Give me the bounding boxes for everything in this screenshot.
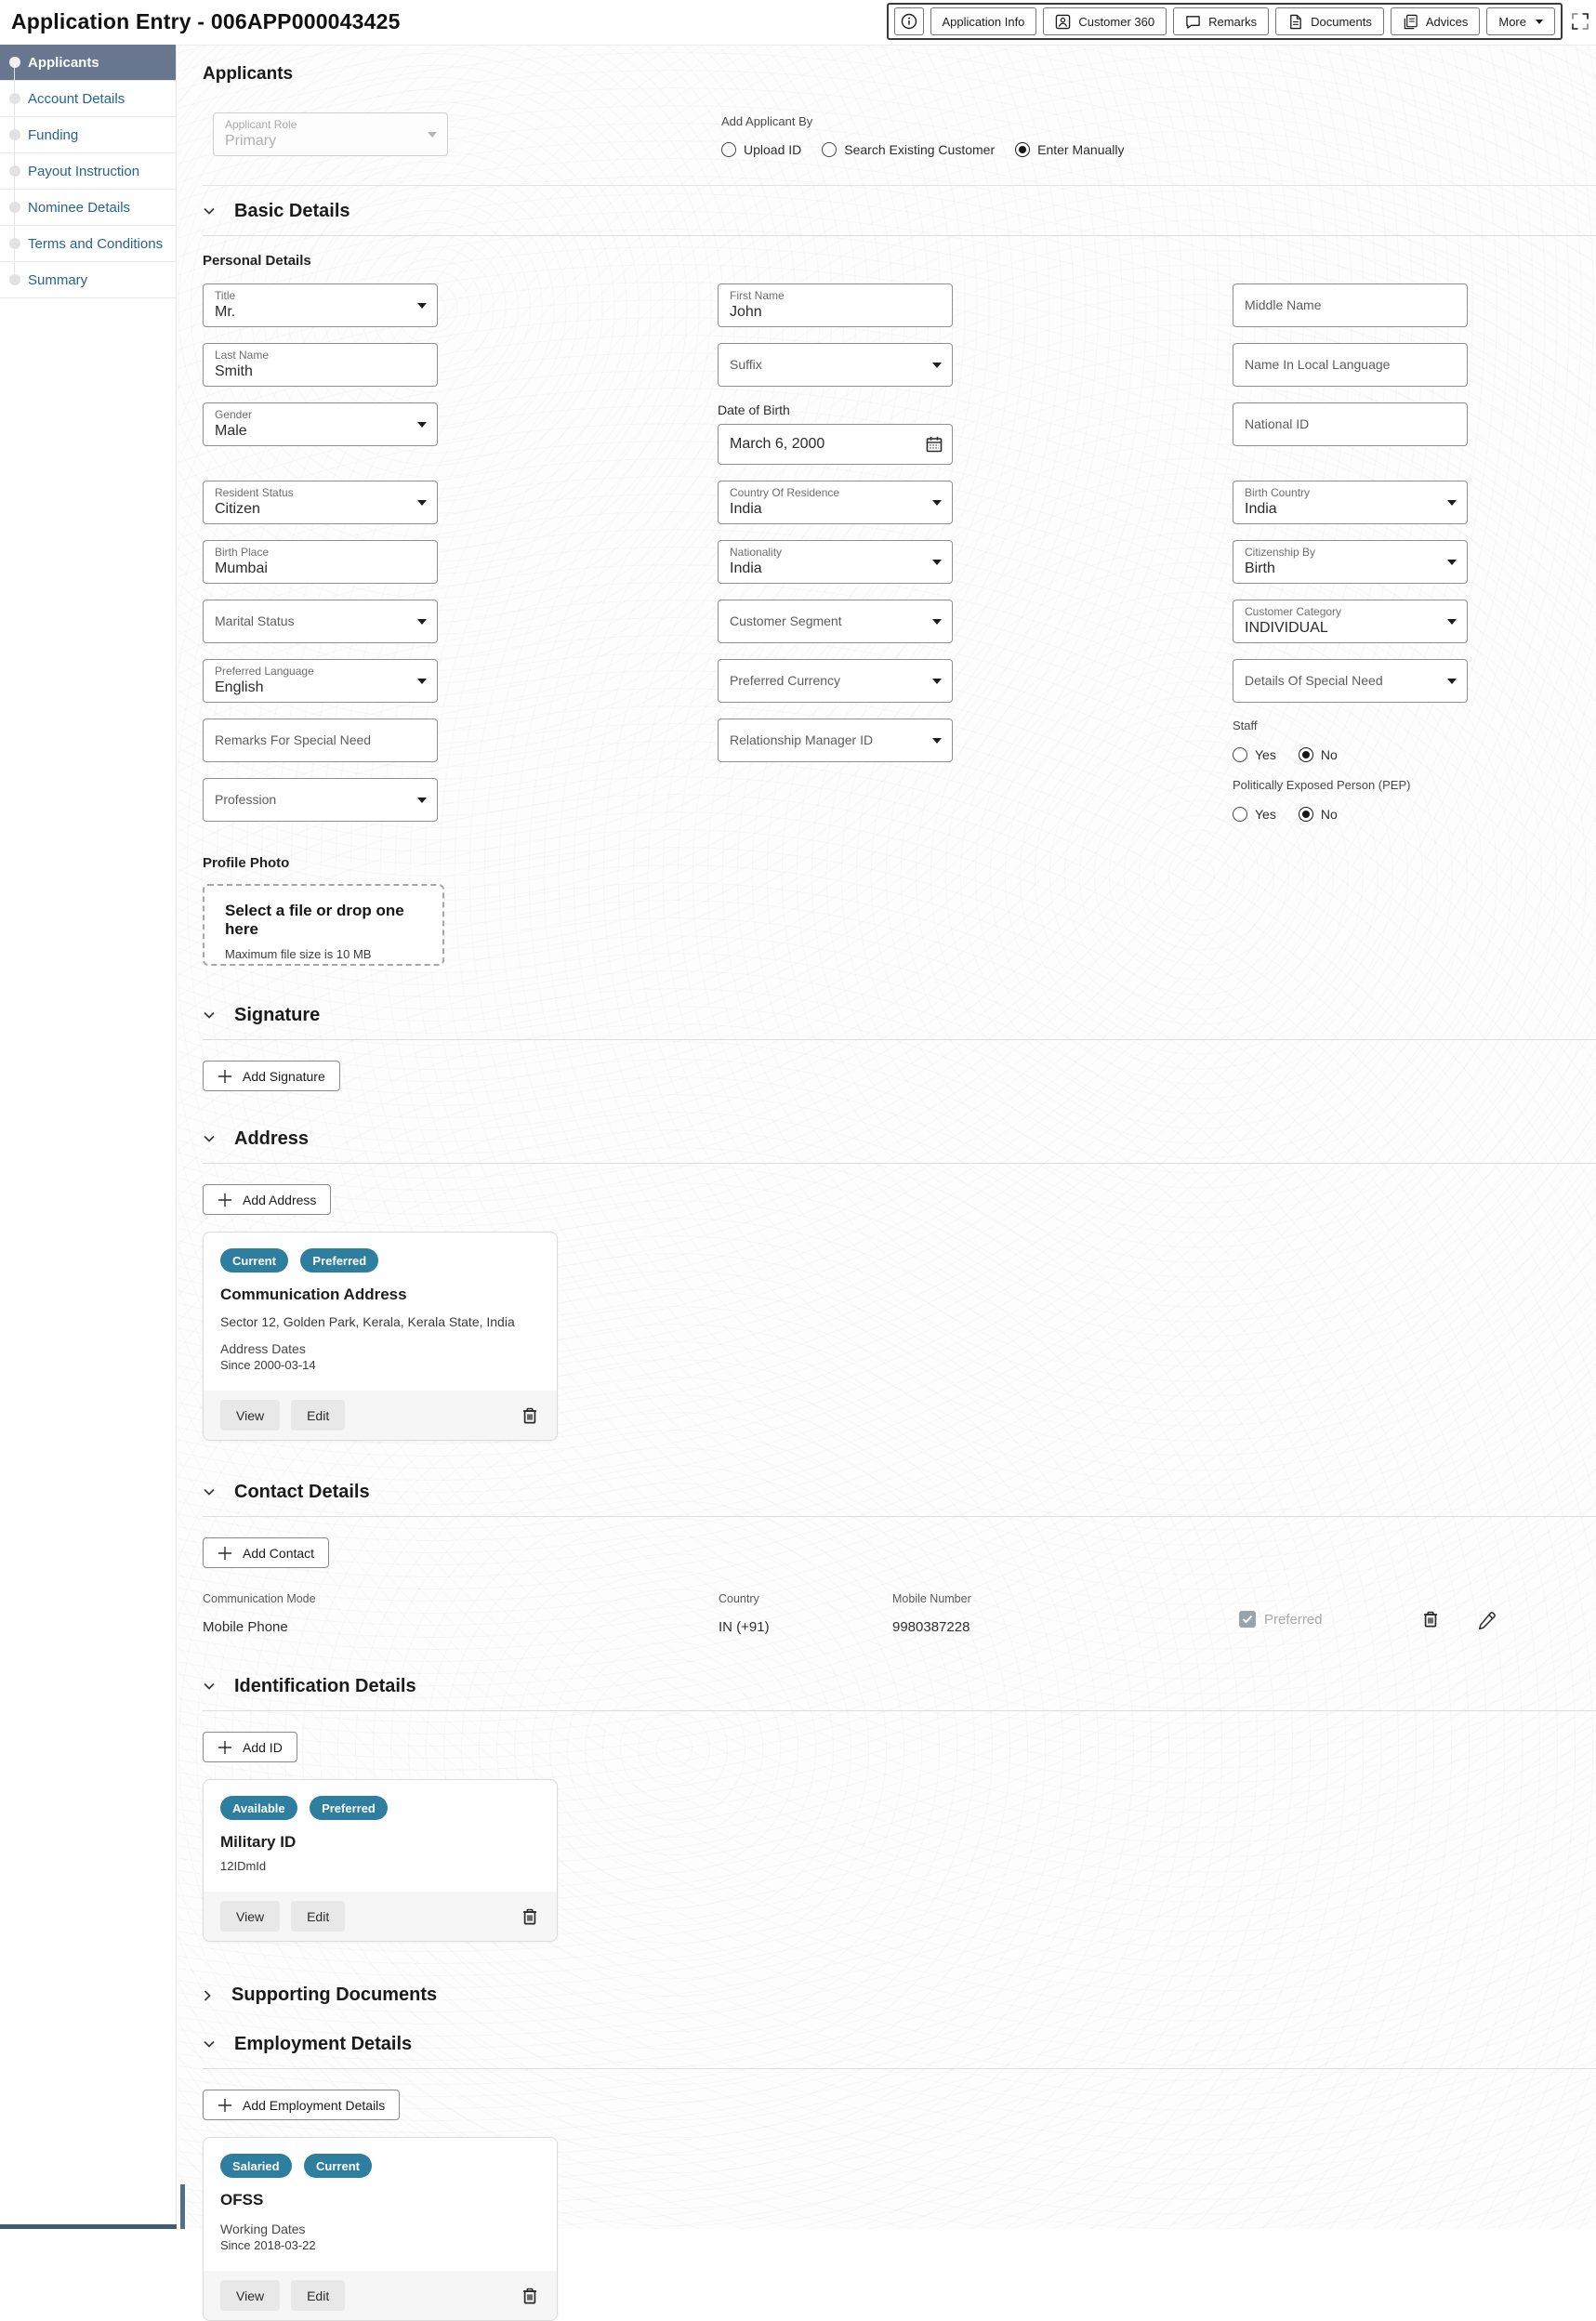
wizard-sidebar <box>0 45 177 2224</box>
sidebar-item-terms-and-conditions[interactable] <box>0 226 176 262</box>
header-toolbar <box>887 3 1592 40</box>
chevron-down-icon <box>203 1487 216 1497</box>
add-signature-button[interactable] <box>203 1061 340 1091</box>
field-label: Suffix <box>730 356 762 372</box>
header-divider <box>203 2068 1596 2069</box>
field-label: Birth Place <box>215 545 270 559</box>
identification-card-footer <box>204 1892 557 1941</box>
sidebar-item-label: Summary <box>28 271 88 288</box>
address-card-line: Sector 12, Golden Park, Kerala, Kerala State, India <box>220 1314 515 1329</box>
staff-options <box>1233 747 1468 762</box>
contact-col-country <box>719 1592 892 1635</box>
trash-icon <box>520 1906 540 1927</box>
remarks-for-special-need-input[interactable] <box>203 719 438 762</box>
field-label: Preferred Language <box>215 664 314 678</box>
suffix-select[interactable] <box>718 343 953 387</box>
relationship-manager-id-select[interactable] <box>718 719 953 762</box>
sidebar-item-funding[interactable] <box>0 117 176 153</box>
status-badge: Preferred <box>300 1248 378 1273</box>
step-dot <box>9 165 20 177</box>
add-id-button[interactable] <box>203 1732 297 1762</box>
applicants-heading: Applicants <box>203 64 294 84</box>
add-id-label: Add ID <box>243 1739 283 1755</box>
application-info-button[interactable] <box>930 7 1037 35</box>
employment-details-header[interactable] <box>203 2034 1596 2055</box>
gender-select[interactable] <box>203 402 438 446</box>
resident-status-select[interactable] <box>203 481 438 524</box>
toolbar-button-group <box>887 3 1563 40</box>
radio-checked-icon <box>1299 747 1313 762</box>
add-applicant-by-group <box>721 114 1125 157</box>
step-dot <box>9 129 20 140</box>
sidebar-item-label: Terms and Conditions <box>28 235 164 252</box>
pep-radio-group <box>1233 778 1468 822</box>
field-label: Citizenship By <box>1245 545 1316 559</box>
field-value: India <box>1245 500 1277 517</box>
employment-card-title: OFSS <box>220 2191 264 2209</box>
field-label: Remarks For Special Need <box>215 732 372 747</box>
pep-options <box>1233 807 1468 822</box>
radio-icon <box>1233 807 1247 822</box>
edit-button[interactable]: Edit <box>291 1901 345 1932</box>
staff-no-radio[interactable] <box>1299 747 1338 762</box>
step-dot <box>9 93 20 104</box>
sidebar-item-account-details[interactable] <box>0 81 176 117</box>
field-label: Resident Status <box>215 485 294 499</box>
status-badge: Current <box>304 2154 372 2178</box>
birth-place-input[interactable] <box>203 540 438 584</box>
sidebar-item-summary[interactable] <box>0 262 176 298</box>
plus-icon <box>218 1193 232 1207</box>
header-divider <box>203 1039 1596 1040</box>
sidebar-item-applicants[interactable] <box>0 45 176 81</box>
field-label: Gender <box>215 407 253 421</box>
expand-icon <box>1571 12 1589 31</box>
date-of-birth-label: Date of Birth <box>718 402 790 417</box>
advices-label: Advices <box>1425 14 1469 29</box>
field-value: INDIVIDUAL <box>1245 619 1328 636</box>
field-label: First Name <box>730 288 785 302</box>
field-value: Smith <box>215 363 253 379</box>
country-label: Country <box>719 1592 759 1605</box>
personal-details-subtitle: Personal Details <box>203 253 311 269</box>
chevron-right-icon <box>203 1989 213 2002</box>
section-title: Employment Details <box>234 2034 413 2054</box>
sidebar-bottom-divider <box>0 2224 177 2229</box>
radio-label: Search Existing Customer <box>844 142 996 157</box>
details-of-special-need-select[interactable] <box>1233 659 1468 703</box>
step-dot <box>9 274 20 285</box>
contact-col-mode <box>203 1592 719 1635</box>
radio-label: No <box>1320 747 1338 762</box>
step-dot <box>9 57 20 68</box>
plus-icon <box>218 1546 232 1561</box>
applicant-role-value: Primary <box>225 132 277 149</box>
identification-value: 12IDmId <box>220 1859 267 1873</box>
expand-view-button[interactable] <box>1568 9 1592 33</box>
view-button[interactable]: View <box>220 2280 280 2311</box>
radio-icon <box>1233 747 1247 762</box>
radio-upload-id[interactable] <box>721 142 801 157</box>
add-applicant-by-options <box>721 142 1125 157</box>
field-label: Birth Country <box>1245 485 1311 499</box>
birth-country-select[interactable] <box>1233 481 1468 524</box>
view-button[interactable]: View <box>220 1901 280 1932</box>
field-value: Mr. <box>215 303 236 320</box>
field-label: Last Name <box>215 348 270 362</box>
working-dates-label: Working Dates <box>220 2222 306 2236</box>
radio-label: No <box>1320 807 1338 822</box>
communication-mode-value: Mobile Phone <box>203 1619 288 1635</box>
field-value: Citizen <box>215 500 260 517</box>
info-button[interactable] <box>894 7 924 35</box>
delete-address-button[interactable] <box>520 1405 540 1426</box>
sidebar-item-label: Payout Instruction <box>28 163 140 179</box>
trash-icon <box>1420 1609 1441 1629</box>
main-content <box>178 45 1596 2303</box>
status-badge: Preferred <box>310 1796 388 1820</box>
customer-segment-select[interactable] <box>718 600 953 643</box>
identification-card <box>203 1779 558 1942</box>
profile-photo-dropzone[interactable] <box>203 884 444 966</box>
sidebar-item-label: Account Details <box>28 90 125 107</box>
delete-contact-button[interactable] <box>1420 1609 1476 1629</box>
trash-icon <box>520 1405 540 1426</box>
staff-label: Staff <box>1233 719 1258 732</box>
radio-checked-icon <box>1299 807 1313 822</box>
sidebar-item-nominee-details[interactable] <box>0 190 176 226</box>
citizenship-by-select[interactable] <box>1233 540 1468 584</box>
preferred-label: Preferred <box>1264 1611 1323 1628</box>
country-of-residence-select[interactable] <box>718 481 953 524</box>
radio-label: Yes <box>1255 747 1276 762</box>
field-value: India <box>730 500 762 517</box>
supporting-documents-header[interactable] <box>203 1985 1596 2006</box>
identification-card-body <box>204 1780 557 1892</box>
contact-col-mobile <box>892 1592 1239 1635</box>
field-label: Customer Segment <box>730 613 842 628</box>
field-label: Details Of Special Need <box>1245 672 1383 688</box>
header-divider <box>203 1516 1596 1517</box>
last-name-input[interactable] <box>203 343 438 387</box>
middle-name-input[interactable] <box>1233 284 1468 327</box>
more-button[interactable] <box>1486 7 1555 35</box>
header-divider <box>203 1163 1596 1164</box>
status-badge: Current <box>220 1248 288 1273</box>
add-address-button[interactable] <box>203 1184 331 1215</box>
chevron-down-icon <box>203 206 216 217</box>
radio-icon <box>721 142 736 157</box>
add-employment-details-button[interactable] <box>203 2090 400 2120</box>
add-address-label: Add Address <box>243 1192 317 1207</box>
documents-icon <box>1287 14 1303 30</box>
field-label: Preferred Currency <box>730 672 841 688</box>
edit-contact-button[interactable] <box>1476 1609 1532 1629</box>
info-icon <box>901 13 917 30</box>
advices-icon <box>1403 14 1418 30</box>
name-in-local-language-input[interactable] <box>1233 343 1468 387</box>
add-contact-button[interactable] <box>203 1537 329 1568</box>
sidebar-resize-handle[interactable] <box>180 2184 185 2229</box>
application-info-label: Application Info <box>942 14 1025 29</box>
field-value: India <box>730 560 762 576</box>
applicant-role-select[interactable] <box>213 112 448 156</box>
radio-checked-icon <box>1015 142 1030 157</box>
calendar-icon[interactable] <box>925 435 943 458</box>
applicant-top-row <box>203 112 1596 157</box>
preferred-language-select[interactable] <box>203 659 438 703</box>
dropzone-title: Select a file or drop one here <box>225 902 404 938</box>
radio-label: Yes <box>1255 807 1276 822</box>
pep-no-radio[interactable] <box>1299 807 1338 822</box>
customer-category-select[interactable] <box>1233 600 1468 643</box>
customer-360-label: Customer 360 <box>1078 14 1155 29</box>
sidebar-item-label: Funding <box>28 126 79 143</box>
pencil-icon <box>1476 1609 1497 1629</box>
mobile-number-value: 9980387228 <box>892 1619 970 1635</box>
checkbox-checked-icon[interactable] <box>1239 1611 1256 1628</box>
profession-select[interactable] <box>203 778 438 822</box>
section-title: Identification Details <box>234 1676 416 1696</box>
chevron-down-icon <box>203 1681 216 1692</box>
remarks-button[interactable] <box>1173 7 1269 35</box>
plus-icon <box>218 1740 232 1755</box>
view-button[interactable]: View <box>220 1400 280 1431</box>
field-value: Male <box>215 422 247 439</box>
profile-photo-label: Profile Photo <box>203 855 290 871</box>
national-id-input[interactable] <box>1233 402 1468 446</box>
add-contact-label: Add Contact <box>243 1545 315 1561</box>
basic-details-header[interactable] <box>203 201 1596 222</box>
edit-button[interactable]: Edit <box>291 2280 345 2311</box>
radio-icon <box>822 142 837 157</box>
field-label: Middle Name <box>1245 297 1322 312</box>
mobile-number-label: Mobile Number <box>892 1592 971 1605</box>
documents-label: Documents <box>1311 14 1372 29</box>
address-since: Since 2000-03-14 <box>220 1358 316 1372</box>
spacer <box>220 1372 540 1379</box>
dropzone-hint: Maximum file size is 10 MB <box>225 947 372 961</box>
add-signature-label: Add Signature <box>243 1068 325 1084</box>
field-label: Profession <box>215 791 277 807</box>
field-label: Country Of Residence <box>730 485 840 499</box>
page-title: Application Entry - 006APP000043425 <box>11 9 401 33</box>
add-employment-details-label: Add Employment Details <box>243 2097 386 2113</box>
trash-icon <box>520 2286 540 2306</box>
employment-card <box>203 2137 558 2321</box>
address-header[interactable] <box>203 1128 1596 1150</box>
field-label: Marital Status <box>215 613 295 628</box>
plus-icon <box>218 2098 232 2113</box>
pep-yes-radio[interactable] <box>1233 807 1276 822</box>
plus-icon <box>218 1069 232 1084</box>
chevron-down-icon <box>203 1134 216 1144</box>
field-label: Relationship Manager ID <box>730 732 874 747</box>
sidebar-item-payout-instruction[interactable] <box>0 153 176 190</box>
identification-details-header[interactable] <box>203 1676 1596 1697</box>
contact-details-header[interactable] <box>203 1482 1596 1503</box>
status-badge: Available <box>220 1796 297 1820</box>
section-title: Signature <box>234 1005 321 1025</box>
delete-id-button[interactable] <box>520 1906 540 1927</box>
step-dot <box>9 202 20 213</box>
more-label: More <box>1498 14 1526 29</box>
chevron-down-icon <box>203 1010 216 1021</box>
employment-card-footer <box>204 2271 557 2320</box>
edit-button[interactable]: Edit <box>291 1400 345 1431</box>
documents-button[interactable] <box>1275 7 1384 35</box>
header-divider <box>203 235 1596 236</box>
contact-entry-row <box>203 1592 1596 1635</box>
field-value: Mumbai <box>215 560 268 576</box>
address-card-footer <box>204 1391 557 1440</box>
address-card-title: Communication Address <box>220 1286 407 1303</box>
date-of-birth-value: March 6, 2000 <box>730 436 825 452</box>
remarks-icon <box>1185 14 1201 30</box>
communication-mode-label: Communication Mode <box>203 1592 316 1605</box>
preferred-currency-select[interactable] <box>718 659 953 703</box>
section-divider <box>203 185 1596 186</box>
field-value: John <box>730 303 762 320</box>
title-select[interactable] <box>203 284 438 327</box>
status-badge: Salaried <box>220 2154 292 2178</box>
customer-360-button[interactable] <box>1043 7 1167 35</box>
employment-card-body <box>204 2138 557 2271</box>
sidebar-item-label: Nominee Details <box>28 199 131 216</box>
field-value: English <box>215 679 264 695</box>
pep-label: Politically Exposed Person (PEP) <box>1233 778 1411 792</box>
section-title: Contact Details <box>234 1482 370 1502</box>
customer-360-icon <box>1055 14 1071 30</box>
signature-header[interactable] <box>203 1005 1596 1026</box>
delete-employment-button[interactable] <box>520 2286 540 2306</box>
applicant-role-label: Applicant Role <box>225 117 297 131</box>
remarks-label: Remarks <box>1208 14 1258 29</box>
step-dot <box>9 238 20 249</box>
staff-yes-radio[interactable] <box>1233 747 1276 762</box>
spacer <box>220 2252 540 2260</box>
address-card <box>203 1232 558 1441</box>
app-header <box>0 0 1596 45</box>
date-of-birth-group <box>718 402 953 465</box>
radio-search-existing-customer[interactable] <box>822 142 995 157</box>
address-dates-label: Address Dates <box>220 1341 306 1356</box>
chevron-down-icon <box>203 2039 216 2050</box>
first-name-input[interactable] <box>718 284 953 327</box>
field-label: Customer Category <box>1245 604 1342 618</box>
section-title: Address <box>234 1128 310 1149</box>
spacer <box>220 1873 540 1880</box>
staff-radio-group <box>1233 719 1468 762</box>
radio-label: Upload ID <box>744 142 802 157</box>
employment-since: Since 2018-03-22 <box>220 2238 316 2252</box>
identification-card-title: Military ID <box>220 1833 297 1851</box>
field-label: Title <box>215 288 236 302</box>
chevron-down-icon <box>1536 20 1543 24</box>
nationality-select[interactable] <box>718 540 953 584</box>
preferred-checkbox-group <box>1239 1611 1420 1628</box>
add-applicant-by-label: Add Applicant By <box>721 114 813 128</box>
header-divider <box>203 1710 1596 1711</box>
personal-details-grid <box>203 284 1596 822</box>
address-card-body <box>204 1233 557 1391</box>
radio-label: Enter Manually <box>1037 142 1125 157</box>
section-title: Supporting Documents <box>231 1985 438 2005</box>
date-of-birth-input[interactable] <box>718 424 953 465</box>
advices-button[interactable] <box>1391 7 1481 35</box>
marital-status-select[interactable] <box>203 600 438 643</box>
section-title: Basic Details <box>234 201 350 221</box>
country-value: IN (+91) <box>719 1619 770 1635</box>
field-label: National ID <box>1245 415 1310 431</box>
field-label: Nationality <box>730 545 783 559</box>
field-label: Name In Local Language <box>1245 356 1391 372</box>
sidebar-item-label: Applicants <box>28 54 99 71</box>
field-value: Birth <box>1245 560 1275 576</box>
radio-enter-manually[interactable] <box>1015 142 1124 157</box>
